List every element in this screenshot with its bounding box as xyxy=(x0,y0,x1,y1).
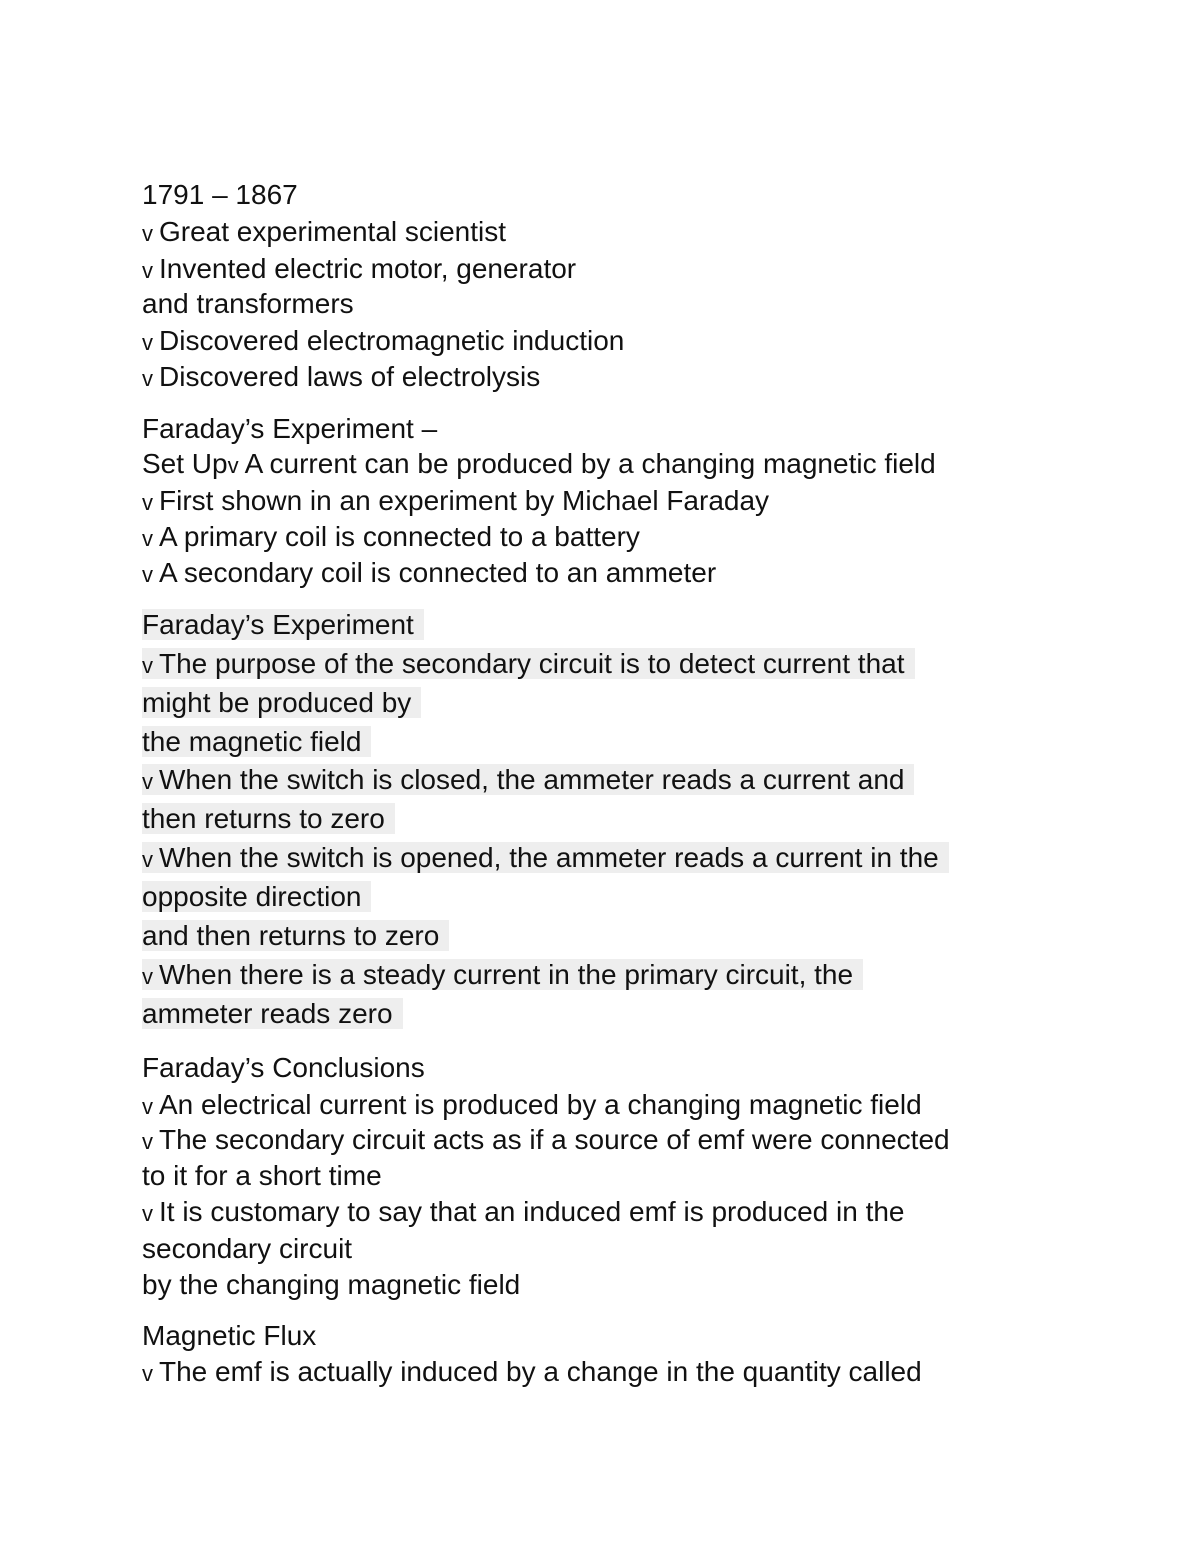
bullet-line xyxy=(142,252,576,288)
bullet-icon: v xyxy=(227,453,239,478)
text-line xyxy=(142,997,403,1031)
bullet-line xyxy=(142,841,949,877)
bullet-line xyxy=(142,763,914,799)
bullet-icon: v xyxy=(142,221,153,246)
highlighted-text xyxy=(142,764,914,795)
highlighted-text: opposite direction xyxy=(142,881,371,912)
bullet-text: A primary coil is connected to a battery xyxy=(159,521,640,552)
bullet-line xyxy=(142,647,915,683)
highlighted-text xyxy=(142,842,949,873)
bullet-icon: v xyxy=(142,653,153,678)
continuation-line: and transformers xyxy=(142,288,354,319)
text-line xyxy=(142,686,421,720)
highlighted-text: the magnetic field xyxy=(142,726,371,757)
bullet-text: Discovered laws of electrolysis xyxy=(159,361,541,392)
bullet-icon: v xyxy=(142,847,153,872)
bullet-text: Great experimental scientist xyxy=(159,216,507,247)
bullet-text: It is customary to say that an induced emf is produced in the xyxy=(159,1196,905,1227)
bullet-text: Discovered electromagnetic induction xyxy=(159,325,625,356)
bullet-icon: v xyxy=(142,1201,153,1226)
bullet-icon: v xyxy=(142,1361,153,1386)
highlighted-text: then returns to zero xyxy=(142,803,395,834)
section-heading: Magnetic Flux xyxy=(142,1320,317,1351)
text-line: to it for a short time xyxy=(142,1160,382,1191)
bullet-text: The emf is actually induced by a change in the quantity called xyxy=(159,1356,922,1387)
bullet-icon: v xyxy=(142,1094,153,1119)
text-line: by the changing magnetic field xyxy=(142,1269,521,1300)
bullet-text: First shown in an experiment by Michael Faraday xyxy=(159,485,770,516)
bullet-icon: v xyxy=(142,490,153,515)
section-heading: Faraday’s Conclusions xyxy=(142,1052,425,1083)
bullet-text: An electrical current is produced by a changing magnetic field xyxy=(159,1089,922,1120)
highlighted-text: and then returns to zero xyxy=(142,920,449,951)
bullet-line xyxy=(142,360,540,396)
bullet-line xyxy=(142,1088,922,1124)
bullet-icon: v xyxy=(142,562,153,587)
section-heading: Faraday’s Experiment – xyxy=(142,413,438,444)
bullet-text: The purpose of the secondary circuit is to detect current that xyxy=(159,648,905,679)
bullet-icon: v xyxy=(142,769,153,794)
bullet-line xyxy=(142,520,640,556)
bullet-icon: v xyxy=(142,964,153,989)
text-line xyxy=(142,725,371,759)
bullet-icon: v xyxy=(142,258,153,283)
bullet-line xyxy=(142,324,624,360)
years-line: 1791 – 1867 xyxy=(142,179,298,210)
bullet-line xyxy=(142,1123,950,1159)
highlighted-text: Faraday’s Experiment xyxy=(142,609,424,640)
bullet-line xyxy=(142,1195,905,1231)
bullet-text: When there is a steady current in the primary circuit, the xyxy=(159,959,854,990)
bullet-text: When the switch is closed, the ammeter reads a current and xyxy=(159,764,905,795)
bullet-line xyxy=(142,215,506,251)
highlighted-text xyxy=(142,648,915,679)
text-line xyxy=(142,802,395,836)
bullet-line xyxy=(142,958,863,994)
bullet-icon: v xyxy=(142,1129,153,1154)
bullet-line xyxy=(142,1355,922,1391)
setup-line xyxy=(142,447,936,483)
highlighted-text xyxy=(142,959,863,990)
text-line: secondary circuit xyxy=(142,1233,353,1264)
bullet-line xyxy=(142,484,769,520)
text-line xyxy=(142,919,449,953)
bullet-line xyxy=(142,556,716,592)
setup-label: Set Up xyxy=(142,448,228,479)
bullet-text: When the switch is opened, the ammeter reads a current in the xyxy=(159,842,939,873)
bullet-text: A current can be produced by a changing magnetic field xyxy=(244,448,936,479)
bullet-icon: v xyxy=(142,330,153,355)
bullet-text: The secondary circuit acts as if a source of emf were connected xyxy=(159,1124,950,1155)
text-line xyxy=(142,880,371,914)
section-heading xyxy=(142,608,424,642)
highlighted-text: ammeter reads zero xyxy=(142,998,403,1029)
bullet-text: A secondary coil is connected to an ammeter xyxy=(159,557,717,588)
bullet-icon: v xyxy=(142,366,153,391)
bullet-text: Invented electric motor, generator xyxy=(159,253,577,284)
bullet-icon: v xyxy=(142,526,153,551)
highlighted-text: might be produced by xyxy=(142,687,421,718)
